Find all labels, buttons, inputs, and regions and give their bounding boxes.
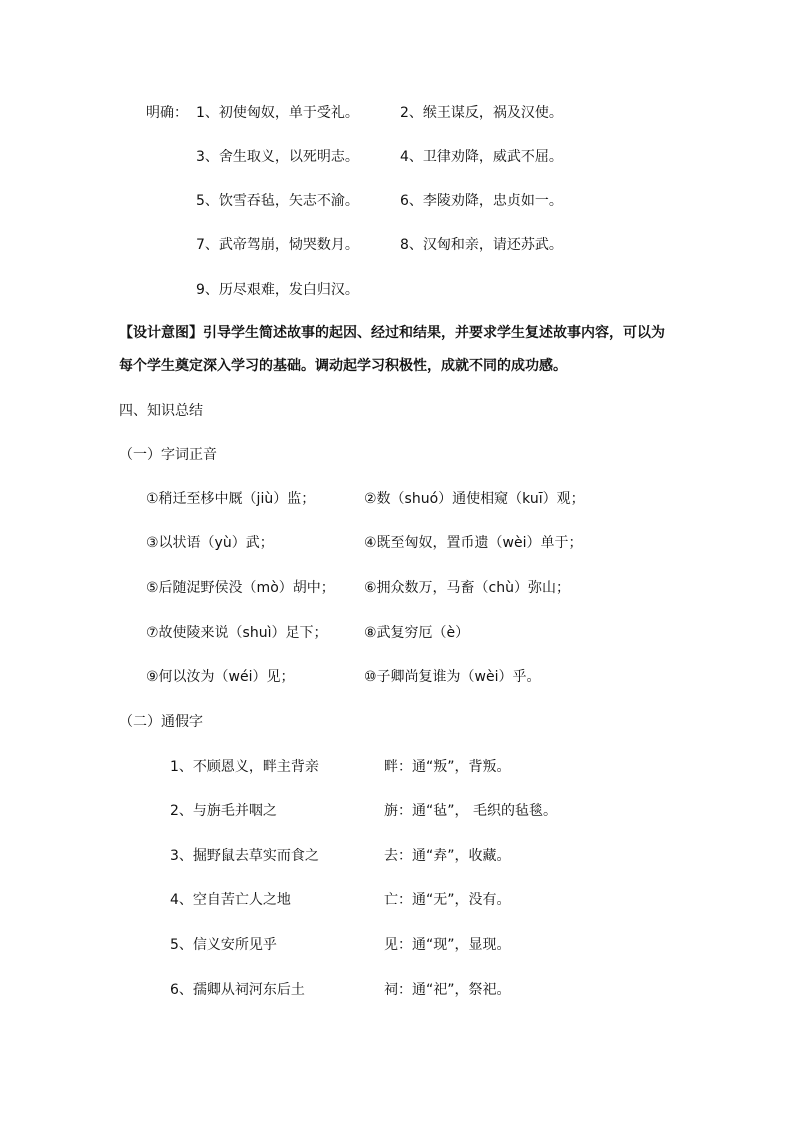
design-intent-line-1: 【设计意图】引导学生简述故事的起因、经过和结果，并要求学生复述故事内容，可以为 [119, 325, 665, 341]
pronunciation-item-3: ③以状语（yù）武； [146, 535, 274, 551]
tongjia-note-5: 见：通“现”，显现。 [384, 937, 511, 953]
tongjia-note-3: 去：通“弆”，收藏。 [384, 848, 511, 864]
mingque-item-2: 2、缑王谋反，祸及汉使。 [400, 105, 563, 121]
tongjia-note-6: 祠：通“祀”，祭祀。 [384, 982, 511, 998]
tongjia-note-1: 畔：通“叛”，背叛。 [384, 759, 511, 775]
pronunciation-item-10: ⑩子卿尚复谁为（wèi）乎。 [364, 669, 541, 685]
mingque-item-8: 8、汉匈和亲，请还苏武。 [400, 237, 563, 253]
tongjia-sentence-4: 4、空自苦亡人之地 [170, 892, 291, 908]
pronunciation-item-1: ①稍迁至栘中厩（jiù）监； [146, 491, 316, 507]
pronunciation-item-9: ⑨何以汝为（wéi）见； [146, 669, 295, 685]
mingque-item-9: 9、历尽艰难，发白归汉。 [196, 282, 359, 298]
pronunciation-item-2: ②数（shuó）通使相窥（kuī）观； [364, 491, 585, 507]
part2-heading: （二）通假字 [119, 714, 203, 730]
mingque-item-4: 4、卫律劝降，威武不屈。 [400, 149, 563, 165]
pronunciation-item-5: ⑤后随浞野侯没（mò）胡中； [146, 580, 335, 596]
mingque-item-6: 6、李陵劝降，忠贞如一。 [400, 193, 563, 209]
tongjia-note-4: 亡：通“无”，没有。 [384, 892, 511, 908]
pronunciation-item-6: ⑥拥众数万，马畜（chù）弥山； [364, 580, 570, 596]
pronunciation-item-7: ⑦故使陵来说（shuì）足下； [146, 625, 328, 641]
design-intent-line-2: 每个学生奠定深入学习的基础。调动起学习积极性，成就不同的成功感。 [119, 358, 567, 374]
tongjia-note-2: 旃：通“毡”， 毛织的毡毯。 [384, 803, 557, 819]
tongjia-sentence-6: 6、孺卿从祠河东后土 [170, 982, 305, 998]
pronunciation-item-4: ④既至匈奴，置币遗（wèi）单于； [364, 535, 583, 551]
tongjia-sentence-2: 2、与旃毛并咽之 [170, 803, 277, 819]
tongjia-sentence-3: 3、掘野鼠去草实而食之 [170, 848, 319, 864]
part1-heading: （一）字词正音 [119, 447, 217, 463]
mingque-item-5: 5、饮雪吞毡，矢志不渝。 [196, 193, 359, 209]
section-heading-summary: 四、知识总结 [119, 403, 203, 419]
mingque-item-3: 3、舍生取义，以死明志。 [196, 149, 359, 165]
tongjia-sentence-5: 5、信义安所见乎 [170, 937, 277, 953]
mingque-item-1: 1、初使匈奴，单于受礼。 [196, 105, 359, 121]
pronunciation-item-8: ⑧武复穷厄（è） [364, 625, 470, 641]
mingque-label: 明确： [146, 105, 188, 121]
mingque-item-7: 7、武帝驾崩，恸哭数月。 [196, 237, 359, 253]
tongjia-sentence-1: 1、不顾恩义，畔主背亲 [170, 759, 319, 775]
